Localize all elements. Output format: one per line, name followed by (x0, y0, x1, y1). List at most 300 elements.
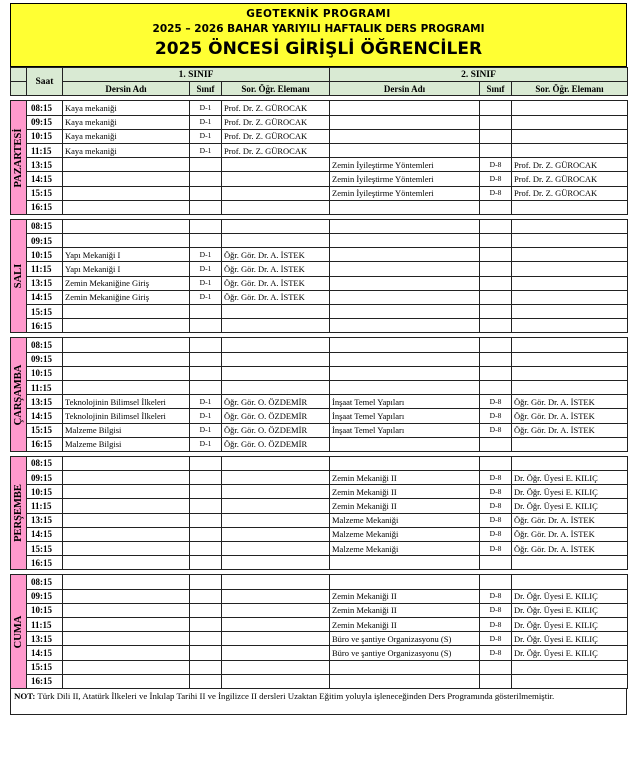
schedule-row (11, 276, 628, 290)
year1-course (63, 158, 190, 172)
year1-room: D-1 (190, 395, 222, 409)
year1-course (63, 660, 190, 674)
year1-instructor: Öğr. Gör. Dr. A. İSTEK (222, 290, 330, 304)
time-slot: 13:15 (27, 158, 63, 172)
schedule-row (11, 305, 628, 319)
time-slot: 16:15 (27, 319, 63, 333)
year1-room (190, 456, 222, 470)
schedule-row (11, 101, 628, 115)
year1-room (190, 352, 222, 366)
year2-course: Zemin İyileştirme Yöntemleri (330, 158, 480, 172)
year2-room: D-8 (480, 632, 512, 646)
schedule-row (11, 603, 628, 617)
year1-instructor (222, 632, 330, 646)
year2-instructor (512, 248, 628, 262)
year2-room (480, 219, 512, 233)
year2-room: D-8 (480, 158, 512, 172)
schedule-row (11, 513, 628, 527)
year2-instructor: Dr. Öğr. Üyesi E. KILIÇ (512, 603, 628, 617)
year2-instructor (512, 437, 628, 451)
year2-instructor (512, 219, 628, 233)
year1-course (63, 575, 190, 589)
year2-instructor: Öğr. Gör. Dr. A. İSTEK (512, 513, 628, 527)
schedule-row (11, 200, 628, 214)
schedule-row (11, 290, 628, 304)
year2-room: D-8 (480, 617, 512, 631)
header-row-years (11, 68, 628, 82)
year1-instructor: Öğr. Gör. O. ÖZDEMİR (222, 437, 330, 451)
year2-course (330, 143, 480, 157)
year2-room: D-8 (480, 409, 512, 423)
year1-room: D-1 (190, 101, 222, 115)
year1-instructor (222, 456, 330, 470)
year1-room (190, 186, 222, 200)
year1-course (63, 674, 190, 688)
year2-instructor (512, 305, 628, 319)
year2-header: 2. SINIF (330, 68, 628, 82)
year2-room: D-8 (480, 186, 512, 200)
day-label: PERŞEMBE (12, 484, 24, 543)
year1-course (63, 186, 190, 200)
instructor-header: Sor. Öğr. Elemanı (512, 82, 628, 96)
schedule-row (11, 219, 628, 233)
year1-instructor (222, 186, 330, 200)
year2-room (480, 456, 512, 470)
year2-course: Zemin Mekaniği II (330, 589, 480, 603)
program-title: GEOTEKNİK PROGRAMI (246, 8, 391, 20)
year1-course: Yapı Mekaniği I (63, 262, 190, 276)
year2-instructor: Öğr. Gör. Dr. A. İSTEK (512, 423, 628, 437)
year1-instructor: Prof. Dr. Z. GÜROCAK (222, 143, 330, 157)
year1-room (190, 200, 222, 214)
year1-course: Malzeme Bilgisi (63, 437, 190, 451)
year2-room: D-8 (480, 542, 512, 556)
time-slot: 11:15 (27, 617, 63, 631)
year1-room (190, 471, 222, 485)
year1-room (190, 319, 222, 333)
year1-room (190, 305, 222, 319)
year1-room (190, 632, 222, 646)
year1-instructor (222, 617, 330, 631)
year1-course (63, 499, 190, 513)
year1-course (63, 456, 190, 470)
year2-room (480, 115, 512, 129)
year2-room (480, 352, 512, 366)
year2-instructor (512, 319, 628, 333)
schedule-row (11, 172, 628, 186)
schedule-row (11, 262, 628, 276)
year2-instructor: Dr. Öğr. Üyesi E. KILIÇ (512, 646, 628, 660)
time-slot: 10:15 (27, 366, 63, 380)
schedule-row (11, 660, 628, 674)
year2-instructor (512, 200, 628, 214)
time-slot: 09:15 (27, 115, 63, 129)
year2-room (480, 556, 512, 570)
schedule-row (11, 380, 628, 394)
time-slot: 14:15 (27, 527, 63, 541)
day-label: CUMA (12, 615, 24, 648)
schedule-row (11, 499, 628, 513)
year1-room: D-1 (190, 129, 222, 143)
year1-room (190, 219, 222, 233)
year1-course: Zemin Mekaniğine Giriş (63, 290, 190, 304)
year2-room: D-8 (480, 499, 512, 513)
year2-instructor (512, 380, 628, 394)
year1-course (63, 305, 190, 319)
year2-instructor (512, 352, 628, 366)
year1-room (190, 513, 222, 527)
year1-course (63, 632, 190, 646)
year1-room: D-1 (190, 143, 222, 157)
year1-instructor: Öğr. Gör. O. ÖZDEMİR (222, 395, 330, 409)
year1-course (63, 319, 190, 333)
year1-course: Teknolojinin Bilimsel İlkeleri (63, 395, 190, 409)
year1-instructor (222, 527, 330, 541)
schedule-row (11, 143, 628, 157)
year1-course: Kaya mekaniği (63, 115, 190, 129)
year1-course (63, 646, 190, 660)
year2-course (330, 366, 480, 380)
year2-course (330, 248, 480, 262)
year2-course (330, 262, 480, 276)
year1-instructor: Öğr. Gör. Dr. A. İSTEK (222, 248, 330, 262)
year2-instructor: Prof. Dr. Z. GÜROCAK (512, 172, 628, 186)
year1-instructor (222, 513, 330, 527)
year2-course: İnşaat Temel Yapıları (330, 409, 480, 423)
year2-room (480, 575, 512, 589)
year1-instructor (222, 556, 330, 570)
year1-room (190, 499, 222, 513)
year1-instructor (222, 219, 330, 233)
year2-course (330, 437, 480, 451)
year2-room (480, 338, 512, 352)
year2-course: Büro ve şantiye Organizasyonu (S) (330, 646, 480, 660)
footer-note (10, 689, 627, 715)
year1-instructor: Öğr. Gör. O. ÖZDEMİR (222, 409, 330, 423)
year2-room: D-8 (480, 423, 512, 437)
year1-course (63, 617, 190, 631)
year2-room (480, 674, 512, 688)
year2-course (330, 290, 480, 304)
time-slot: 08:15 (27, 456, 63, 470)
year2-room (480, 660, 512, 674)
year1-room: D-1 (190, 276, 222, 290)
year1-room: D-1 (190, 437, 222, 451)
time-slot: 11:15 (27, 143, 63, 157)
year1-course (63, 603, 190, 617)
year2-instructor (512, 456, 628, 470)
day-label-cell (11, 575, 27, 689)
year1-course (63, 219, 190, 233)
year2-room (480, 200, 512, 214)
year2-course: Malzeme Mekaniği (330, 542, 480, 556)
year1-course (63, 200, 190, 214)
year1-room: D-1 (190, 115, 222, 129)
schedule-row (11, 485, 628, 499)
schedule-row (11, 423, 628, 437)
schedule-row (11, 471, 628, 485)
year2-course: Zemin Mekaniği II (330, 603, 480, 617)
year2-course: Zemin Mekaniği II (330, 499, 480, 513)
schedule-row (11, 366, 628, 380)
year2-instructor: Öğr. Gör. Dr. A. İSTEK (512, 542, 628, 556)
time-slot: 11:15 (27, 499, 63, 513)
time-slot: 14:15 (27, 646, 63, 660)
year1-room (190, 158, 222, 172)
year2-course: Büro ve şantiye Organizasyonu (S) (330, 632, 480, 646)
year2-course (330, 200, 480, 214)
time-slot: 15:15 (27, 186, 63, 200)
year1-course (63, 589, 190, 603)
time-slot: 08:15 (27, 338, 63, 352)
year2-instructor (512, 115, 628, 129)
year1-room: D-1 (190, 290, 222, 304)
year1-instructor (222, 338, 330, 352)
instructor-header: Sor. Öğr. Elemanı (222, 82, 330, 96)
schedule-row (11, 589, 628, 603)
year2-room: D-8 (480, 589, 512, 603)
year2-course (330, 276, 480, 290)
day-label-cell (11, 101, 27, 215)
time-slot: 09:15 (27, 471, 63, 485)
schedule-row (11, 646, 628, 660)
year2-course (330, 674, 480, 688)
year2-instructor: Öğr. Gör. Dr. A. İSTEK (512, 395, 628, 409)
year1-instructor (222, 172, 330, 186)
time-slot: 14:15 (27, 172, 63, 186)
time-slot: 16:15 (27, 200, 63, 214)
year2-instructor (512, 575, 628, 589)
year2-instructor: Öğr. Gör. Dr. A. İSTEK (512, 527, 628, 541)
year1-room: D-1 (190, 423, 222, 437)
year2-instructor (512, 101, 628, 115)
time-slot: 09:15 (27, 589, 63, 603)
year2-instructor (512, 276, 628, 290)
corner-cell (11, 68, 27, 82)
year2-course: Malzeme Mekaniği (330, 513, 480, 527)
year2-course (330, 456, 480, 470)
year2-course (330, 219, 480, 233)
year2-room: D-8 (480, 603, 512, 617)
time-slot: 16:15 (27, 437, 63, 451)
year1-instructor (222, 366, 330, 380)
year2-room (480, 234, 512, 248)
year1-course (63, 513, 190, 527)
year2-instructor (512, 674, 628, 688)
year2-room (480, 380, 512, 394)
year2-course: Zemin İyileştirme Yöntemleri (330, 172, 480, 186)
year2-instructor: Dr. Öğr. Üyesi E. KILIÇ (512, 617, 628, 631)
year1-instructor: Prof. Dr. Z. GÜROCAK (222, 101, 330, 115)
year2-course: Zemin Mekaniği II (330, 485, 480, 499)
time-slot: 11:15 (27, 262, 63, 276)
schedule-row (11, 319, 628, 333)
time-slot: 13:15 (27, 513, 63, 527)
year1-header: 1. SINIF (63, 68, 330, 82)
year2-course: Malzeme Mekaniği (330, 527, 480, 541)
year1-room (190, 542, 222, 556)
year2-course (330, 234, 480, 248)
time-slot: 15:15 (27, 542, 63, 556)
room-header: Sınıf (480, 82, 512, 96)
year1-room (190, 527, 222, 541)
schedule-row (11, 352, 628, 366)
year1-room (190, 338, 222, 352)
year1-instructor (222, 646, 330, 660)
schedule-row (11, 674, 628, 688)
year1-instructor: Prof. Dr. Z. GÜROCAK (222, 129, 330, 143)
time-slot: 16:15 (27, 556, 63, 570)
schedule-table (10, 67, 628, 689)
year1-course: Kaya mekaniği (63, 129, 190, 143)
year2-instructor: Dr. Öğr. Üyesi E. KILIÇ (512, 589, 628, 603)
year1-instructor (222, 352, 330, 366)
year1-room (190, 556, 222, 570)
year2-instructor (512, 660, 628, 674)
year2-instructor: Prof. Dr. Z. GÜROCAK (512, 158, 628, 172)
corner-cell (11, 82, 27, 96)
time-slot: 15:15 (27, 423, 63, 437)
year1-course: Teknolojinin Bilimsel İlkeleri (63, 409, 190, 423)
time-slot: 10:15 (27, 485, 63, 499)
year2-instructor (512, 556, 628, 570)
year2-course (330, 338, 480, 352)
year1-instructor (222, 200, 330, 214)
year1-room: D-1 (190, 262, 222, 276)
year1-room: D-1 (190, 248, 222, 262)
year2-instructor: Dr. Öğr. Üyesi E. KILIÇ (512, 632, 628, 646)
year2-course (330, 556, 480, 570)
year2-instructor (512, 366, 628, 380)
time-slot: 13:15 (27, 395, 63, 409)
day-label-cell (11, 338, 27, 452)
schedule-row (11, 437, 628, 451)
schedule-row (11, 248, 628, 262)
year1-instructor (222, 471, 330, 485)
year2-room (480, 437, 512, 451)
year2-course (330, 305, 480, 319)
time-slot: 10:15 (27, 248, 63, 262)
year1-instructor (222, 603, 330, 617)
year2-instructor (512, 262, 628, 276)
year1-instructor (222, 158, 330, 172)
year1-room (190, 485, 222, 499)
year1-instructor (222, 674, 330, 688)
year2-room (480, 129, 512, 143)
year2-course (330, 352, 480, 366)
course-header: Dersin Adı (63, 82, 190, 96)
year2-course: İnşaat Temel Yapıları (330, 423, 480, 437)
day-label: PAZARTESİ (12, 128, 24, 188)
year2-instructor: Öğr. Gör. Dr. A. İSTEK (512, 409, 628, 423)
day-label-cell (11, 219, 27, 333)
schedule-row (11, 542, 628, 556)
year2-room: D-8 (480, 527, 512, 541)
year2-room (480, 248, 512, 262)
year2-course: Zemin Mekaniği II (330, 617, 480, 631)
time-slot: 14:15 (27, 290, 63, 304)
year2-room (480, 305, 512, 319)
year2-course: Zemin Mekaniği II (330, 471, 480, 485)
year2-room: D-8 (480, 172, 512, 186)
year1-room (190, 366, 222, 380)
year2-instructor (512, 129, 628, 143)
day-label: SALI (12, 263, 24, 289)
schedule-page (10, 3, 627, 715)
day-label-cell (11, 456, 27, 570)
student-group-title: 2025 ÖNCESİ GİRİŞLİ ÖĞRENCİLER (154, 39, 483, 59)
year2-course (330, 380, 480, 394)
day-label: ÇARŞAMBA (12, 364, 24, 425)
year1-room (190, 617, 222, 631)
year2-room: D-8 (480, 485, 512, 499)
year1-room (190, 674, 222, 688)
time-slot: 08:15 (27, 219, 63, 233)
year1-course (63, 542, 190, 556)
year1-course: Zemin Mekaniğine Giriş (63, 276, 190, 290)
schedule-row (11, 575, 628, 589)
year1-course (63, 366, 190, 380)
schedule-row (11, 556, 628, 570)
year1-course (63, 172, 190, 186)
year1-course (63, 556, 190, 570)
time-slot: 13:15 (27, 276, 63, 290)
time-slot: 16:15 (27, 674, 63, 688)
year2-room (480, 101, 512, 115)
year2-course (330, 101, 480, 115)
year2-room: D-8 (480, 471, 512, 485)
time-slot: 14:15 (27, 409, 63, 423)
year2-course (330, 575, 480, 589)
year2-course (330, 129, 480, 143)
year1-instructor (222, 380, 330, 394)
year2-room (480, 290, 512, 304)
year2-instructor: Dr. Öğr. Üyesi E. KILIÇ (512, 485, 628, 499)
time-slot: 09:15 (27, 352, 63, 366)
year1-course (63, 352, 190, 366)
year1-room (190, 589, 222, 603)
schedule-row (11, 115, 628, 129)
year1-course (63, 338, 190, 352)
year2-instructor: Dr. Öğr. Üyesi E. KILIÇ (512, 471, 628, 485)
schedule-row (11, 632, 628, 646)
year2-course (330, 115, 480, 129)
year1-room: D-1 (190, 409, 222, 423)
header-row-columns (11, 82, 628, 96)
time-slot: 11:15 (27, 380, 63, 394)
year1-instructor (222, 589, 330, 603)
year1-room (190, 380, 222, 394)
year1-instructor: Öğr. Gör. Dr. A. İSTEK (222, 262, 330, 276)
year2-room: D-8 (480, 513, 512, 527)
note-label: NOT: (14, 690, 36, 701)
schedule-row (11, 617, 628, 631)
year1-instructor (222, 575, 330, 589)
semester-title: 2025 – 2026 BAHAR YARIYILI HAFTALIK DERS PROGRAMI (152, 23, 485, 35)
year1-instructor (222, 542, 330, 556)
year2-room (480, 276, 512, 290)
schedule-row (11, 527, 628, 541)
year1-instructor (222, 234, 330, 248)
year1-instructor (222, 660, 330, 674)
time-slot: 08:15 (27, 101, 63, 115)
year1-instructor: Prof. Dr. Z. GÜROCAK (222, 115, 330, 129)
schedule-row (11, 234, 628, 248)
year2-course (330, 319, 480, 333)
schedule-row (11, 409, 628, 423)
time-slot: 09:15 (27, 234, 63, 248)
room-header: Sınıf (190, 82, 222, 96)
